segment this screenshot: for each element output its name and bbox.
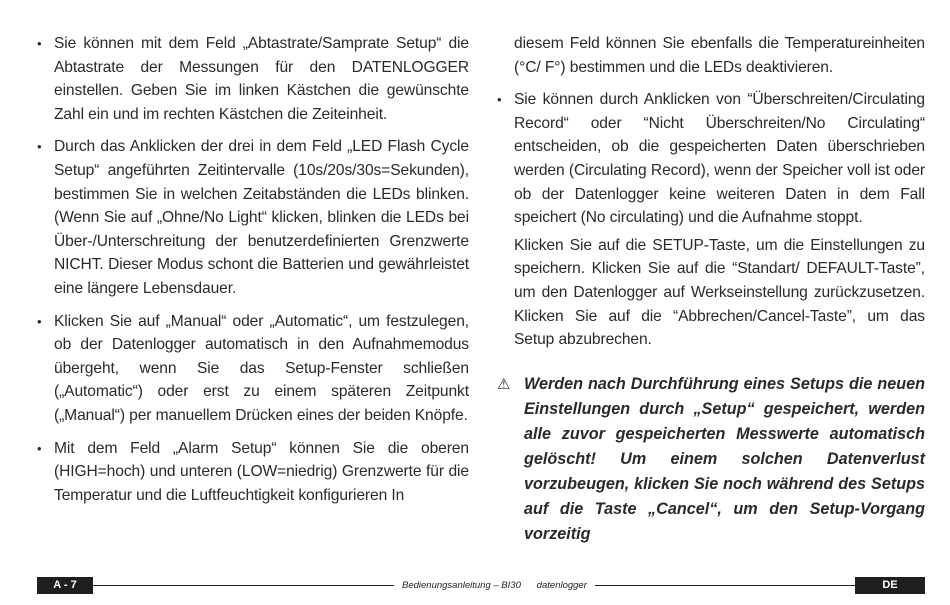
bullet-dot: • (37, 313, 42, 329)
bullet-item (37, 32, 469, 126)
left-column (37, 32, 469, 516)
bullet-text: Klicken Sie auf „Manual“ oder „Automatic“, um festzulegen, ob der Datenlogger automatisch in den Aufnahmemodus übergeht, wenn Sie das Setup-Fenster schließen („Automatic“) oder erst zu einem späteren Zeitpunkt („Manual“) per manuellem Drücken eines der beiden Knöpfe. (54, 312, 469, 424)
continuation-paragraph: diesem Feld können Sie ebenfalls die Temperatureinheiten (°C/ F°) bestimmen und die LEDs deaktivieren. (514, 35, 925, 76)
bullet-text: Sie können durch Anklicken von “Überschreiten/Circulating Record“ oder “Nicht Überschreiten/No Circulating“ entscheiden, ob die gespeicherten Daten überschrieben werden (Circulating Record), wenn der Speicher voll ist oder ob der Datenlogger keine weiteren Daten in dem Fall speichert (No circulating) und die Aufnahme stoppt. (514, 91, 925, 227)
bullet-item (497, 88, 925, 230)
bullet-dot: • (37, 36, 42, 51)
bullet-text: Durch das Anklicken der drei in dem Feld „LED Flash Cycle Setup“ angeführten Zeitintervalle (10s/20s/30s=Sekunden), bestimmen Sie in welchen Zeitabständen die LEDs blinken. (Wenn Sie auf „Ohne/No Light“ klicken, blinken die LEDs bei Über-/Unterschreitung der benutzerdefinierten Grenzwerte NICHT. Dieser Modus schont die Batterien und gewährleistet eine längere Lebensdauer. (54, 138, 469, 297)
bullet-item (37, 310, 469, 428)
bullet-dot: • (37, 440, 42, 456)
warning-block (497, 372, 925, 547)
bullet-item (37, 135, 469, 300)
warning-icon: ⚠ (497, 376, 511, 393)
footer-title: Bedienungsanleitung – BI30 datenlogger (394, 577, 595, 594)
language-badge: DE (855, 577, 925, 594)
bullet-dot: • (37, 139, 42, 155)
bullet-text: Mit dem Feld „Alarm Setup“ können Sie die oberen (HIGH=hoch) und unteren (LOW=niedrig) Grenzwerte für die Temperatur und die Luftfeuchtigkeit konfigurieren In (54, 439, 469, 504)
page-number: A - 7 (37, 577, 93, 594)
setup-paragraph: Klicken Sie auf die SETUP-Taste, um die Einstellungen zu speichern. Klicken Sie auf die “Standart/ DEFAULT-Taste”, um den Datenlogger auf Werkseinstellung zurückzusetzen. Klicken Sie auf die “Abbrechen/Cancel-Taste”, um das Setup abzubrechen. (514, 236, 925, 349)
right-column (497, 32, 925, 352)
page-footer (37, 577, 925, 594)
bullet-item (37, 437, 469, 508)
bullet-text: Sie können mit dem Feld „Abtastrate/Samprate Setup“ die Abtastrate der Messungen für den DATENLOGGER einstellen. Geben Sie im linken Kästchen die gewünschte Zahl ein und im rechten Kästchen die Zeiteinheit. (54, 35, 469, 123)
warning-text: Werden nach Durchführung eines Setups die neuen Einstellungen durch „Setup“ gespeichert, werden alle zuvor gespeicherten Messwerte automatisch gelöscht! Um einem solchen Datenverlust vorzubeugen, klicken Sie noch während des Setups auf die Taste „Cancel“, um den Setup-Vorgang vorzeitig (524, 375, 925, 543)
bullet-dot: • (497, 92, 502, 108)
